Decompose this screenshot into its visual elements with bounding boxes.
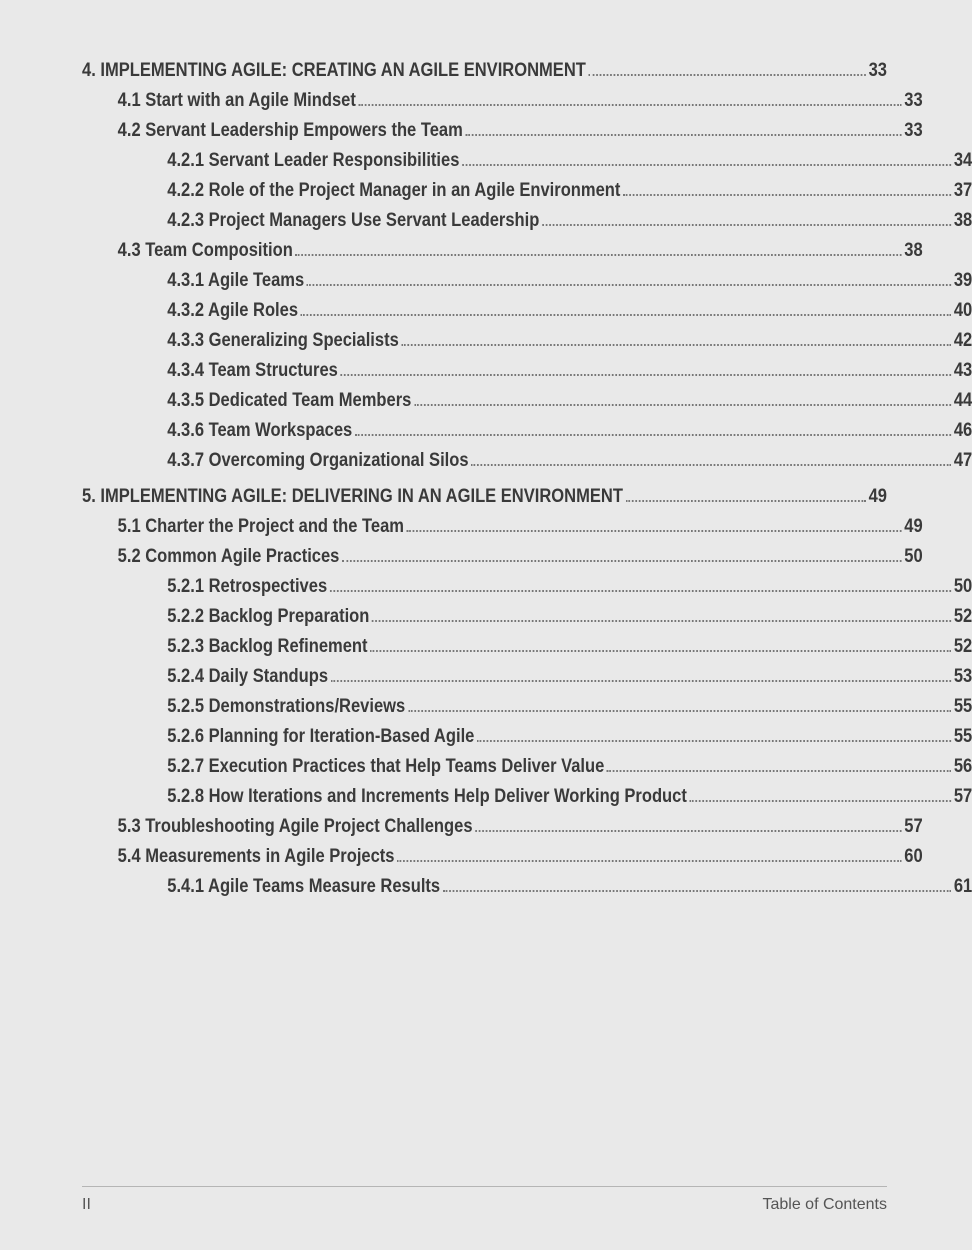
dot-leader — [355, 434, 951, 436]
toc-entry-title: 5.4.1 Agile Teams Measure Results — [167, 876, 441, 897]
toc-entry[interactable] — [82, 816, 923, 846]
toc-entry-title: 5.2.7 Execution Practices that Help Teams Deliver Value — [167, 756, 605, 777]
toc-entry[interactable] — [82, 300, 972, 330]
toc-entry-page: 38 — [953, 210, 972, 231]
footer-section-title: Table of Contents — [762, 1196, 887, 1213]
toc-entry-title: 5.2.8 How Iterations and Increments Help Deliver Working Product — [167, 786, 687, 807]
dot-leader — [331, 680, 952, 682]
dot-leader — [407, 530, 902, 532]
dot-leader — [689, 800, 951, 802]
toc-entry-page: 42 — [953, 330, 972, 351]
toc-entry-page: 50 — [904, 546, 923, 567]
dot-leader — [588, 74, 866, 76]
toc-entry-page: 55 — [953, 696, 972, 717]
toc-entry-page: 40 — [953, 300, 972, 321]
toc-entry-title: 5.2.2 Backlog Preparation — [167, 606, 370, 627]
toc-entry-title: 5.3 Troubleshooting Agile Project Challenges — [117, 816, 473, 837]
toc-entry-page: 55 — [953, 726, 972, 747]
dot-leader — [471, 464, 951, 466]
toc-entry-title: 4.3.6 Team Workspaces — [167, 420, 353, 441]
footer-page-number: II — [82, 1196, 91, 1213]
toc-entry[interactable] — [82, 120, 923, 150]
toc-entry-page: 49 — [904, 516, 923, 537]
toc-entry[interactable] — [82, 606, 972, 636]
toc-entry[interactable] — [82, 360, 972, 390]
toc-entry[interactable] — [82, 756, 972, 786]
toc-entry-title: 5.2.6 Planning for Iteration-Based Agile — [167, 726, 475, 747]
toc-entry-page: 39 — [953, 270, 972, 291]
dot-leader — [408, 710, 951, 712]
toc-entry-title: 5.2.4 Daily Standups — [167, 666, 329, 687]
dot-leader — [462, 164, 951, 166]
dot-leader — [475, 830, 902, 832]
dot-leader — [542, 224, 951, 226]
toc-entry-title: 4.3.1 Agile Teams — [167, 270, 305, 291]
footer-divider — [82, 1186, 887, 1187]
toc-entry[interactable] — [82, 696, 972, 726]
toc-entry-page: 38 — [904, 240, 923, 261]
toc-entry[interactable] — [82, 90, 923, 120]
toc-entry[interactable] — [82, 546, 923, 576]
toc-entry-page: 57 — [904, 816, 923, 837]
toc-entry[interactable] — [82, 150, 972, 180]
toc-entry-title: 4.2.2 Role of the Project Manager in an Agile Environment — [167, 180, 621, 201]
toc-entry-title: 4.2.1 Servant Leader Responsibilities — [167, 150, 460, 171]
toc-entry-page: 56 — [953, 756, 972, 777]
toc-entry-title: 5. IMPLEMENTING AGILE: DELIVERING IN AN AGILE ENVIRONMENT — [82, 486, 623, 507]
toc-entry[interactable] — [82, 486, 887, 516]
toc-entry[interactable] — [82, 726, 972, 756]
toc-entry[interactable] — [82, 240, 923, 270]
toc-entry-title: 5.2 Common Agile Practices — [117, 546, 340, 567]
dot-leader — [372, 620, 951, 622]
toc-entry[interactable] — [82, 60, 887, 90]
toc-entry-page: 49 — [868, 486, 887, 507]
dot-leader — [330, 590, 952, 592]
toc-entry-page: 46 — [953, 420, 972, 441]
toc-entry-title: 5.2.5 Demonstrations/Reviews — [167, 696, 406, 717]
dot-leader — [607, 770, 951, 772]
toc-entry[interactable] — [82, 180, 972, 210]
toc-entry[interactable] — [82, 846, 923, 876]
dot-leader — [623, 194, 951, 196]
toc-entry[interactable] — [82, 330, 972, 360]
toc-entry-page: 47 — [953, 450, 972, 471]
toc-entry[interactable] — [82, 390, 972, 420]
toc-entry-page: 44 — [953, 390, 972, 411]
toc-entry-page: 33 — [904, 120, 923, 141]
dot-leader — [295, 254, 901, 256]
toc-entry[interactable] — [82, 210, 972, 240]
toc-entry-title: 5.2.1 Retrospectives — [167, 576, 328, 597]
toc-entry-page: 57 — [953, 786, 972, 807]
toc-entry-page: 53 — [953, 666, 972, 687]
toc-entry-page: 43 — [953, 360, 972, 381]
toc-entry[interactable] — [82, 636, 972, 666]
toc-entry-page: 34 — [953, 150, 972, 171]
toc-entry[interactable] — [82, 786, 972, 816]
toc-entry-title: 4.3.4 Team Structures — [167, 360, 338, 381]
dot-leader — [477, 740, 951, 742]
toc-entry-page: 50 — [953, 576, 972, 597]
toc-entry-page: 61 — [953, 876, 972, 897]
toc-entry-title: 4.3.2 Agile Roles — [167, 300, 299, 321]
dot-leader — [340, 374, 951, 376]
toc-entry[interactable] — [82, 876, 972, 906]
dot-leader — [342, 560, 902, 562]
dot-leader — [358, 104, 901, 106]
dot-leader — [465, 134, 901, 136]
toc-entry-title: 4.1 Start with an Agile Mindset — [117, 90, 356, 111]
toc-entry-title: 4.3 Team Composition — [117, 240, 293, 261]
toc-entry-title: 4. IMPLEMENTING AGILE: CREATING AN AGILE ENVIRONMENT — [82, 60, 586, 81]
toc-entry-page: 52 — [953, 636, 972, 657]
toc-entry[interactable] — [82, 576, 972, 606]
dot-leader — [307, 284, 951, 286]
toc-entry-title: 4.2 Servant Leadership Empowers the Team — [117, 120, 463, 141]
toc-entry-title: 5.1 Charter the Project and the Team — [117, 516, 404, 537]
toc-entry-title: 4.3.7 Overcoming Organizational Silos — [167, 450, 469, 471]
toc-entry-page: 60 — [904, 846, 923, 867]
dot-leader — [301, 314, 952, 316]
toc-entry-page: 37 — [953, 180, 972, 201]
dot-leader — [370, 650, 951, 652]
toc-entry-title: 5.4 Measurements in Agile Projects — [117, 846, 395, 867]
toc-entry[interactable] — [82, 420, 972, 450]
toc-entry-title: 4.3.5 Dedicated Team Members — [167, 390, 412, 411]
dot-leader — [443, 890, 952, 892]
dot-leader — [401, 344, 951, 346]
toc-entry[interactable] — [82, 516, 923, 546]
toc-entry[interactable] — [82, 666, 972, 696]
toc-entry-page: 33 — [868, 60, 887, 81]
table-of-contents — [82, 60, 972, 906]
toc-entry-title: 4.2.3 Project Managers Use Servant Leadership — [167, 210, 540, 231]
toc-entry[interactable] — [82, 270, 972, 300]
toc-entry-page: 33 — [904, 90, 923, 111]
dot-leader — [414, 404, 951, 406]
toc-entry-title: 4.3.3 Generalizing Specialists — [167, 330, 399, 351]
toc-entry-page: 52 — [953, 606, 972, 627]
dot-leader — [626, 500, 866, 502]
toc-entry[interactable] — [82, 450, 972, 480]
toc-entry-title: 5.2.3 Backlog Refinement — [167, 636, 368, 657]
dot-leader — [397, 860, 902, 862]
